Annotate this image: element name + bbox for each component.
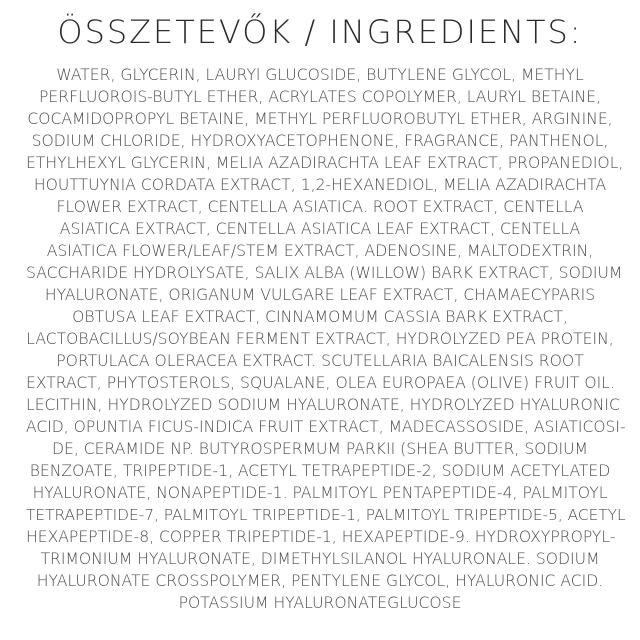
ingredient-line: PERFLUOROIS-BUTYL ETHER, ACRYLATES COPOLYMER, LAURYL BETAINE, (38, 88, 602, 106)
ingredient-line: PORTULACA OLERACEA EXTRACT. SCUTELLARIA BAICALENSIS ROOT (56, 352, 584, 370)
ingredient-line: DE, CERAMIDE NP. BUTYROSPERMUM PARKII (SHEA BUTTER, SODIUM (52, 440, 588, 458)
ingredient-line: HEXAPEPTIDE-8, COPPER TRIPEPTIDE-1, HEXAPEPTIDE-9. HYDROXYPROPYL- (26, 528, 616, 546)
ingredient-line: BENZOATE, TRIPEPTIDE-1, ACETYL TETRAPEPTIDE-2, SODIUM ACETYLATED (29, 462, 611, 480)
ingredient-line: HOUTTUYNIA CORDATA EXTRACT, 1,2-HEXANEDIOL, MELIA AZADIRACHTA (33, 176, 607, 194)
ingredient-line: HYALURONATE CROSSPOLYMER, PENTYLENE GLYCOL, HYALURONIC ACID. (36, 572, 604, 590)
ingredient-line: TETRAPEPTIDE-7, PALMITOYL TRIPEPTIDE-1, PALMITOYL TRIPEPTIDE-5, ACETYL (26, 506, 626, 524)
ingredient-line: EXTRACT, PHYTOSTEROLS, SQUALANE, OLEA EUROPAEA (OLIVE) FRUIT OIL. (26, 374, 615, 392)
ingredient-line: TRIMONIUM HYALURONATE, DIMETHYLSILANOL HYALURONALE. SODIUM (40, 550, 600, 568)
ingredient-line: OBTUSA LEAF EXTRACT, CINNAMOMUM CASSIA BARK EXTRACT, (72, 308, 568, 326)
ingredients-list (26, 64, 626, 614)
ingredient-line: LECITHIN, HYDROLYZED SODIUM HYALURONATE, HYDROLYZED HYALURONIC (26, 396, 620, 414)
ingredient-line: ASIATICA FLOWER/LEAF/STEM EXTRACT, ADENOSINE, MALTODEXTRIN, (46, 242, 594, 260)
ingredient-line: FLOWER EXTRACT, CENTELLA ASIATICA. ROOT EXTRACT, CENTELLA (56, 198, 584, 216)
ingredient-line: HYALURONATE, ORIGANUM VULGARE LEAF EXTRACT, CHAMAECYPARIS (44, 286, 596, 304)
ingredient-line: HYALURONATE, NONAPEPTIDE-1. PALMITOYL PENTAPEPTIDE-4, PALMITOYL (32, 484, 608, 502)
page-title: ÖSSZETEVŐK / INGREDIENTS: (57, 13, 583, 51)
ingredient-line: LACTOBACILLUS/SOYBEAN FERMENT EXTRACT, HYDROLYZED PEA PROTEIN, (26, 330, 614, 348)
ingredient-line: SACCHARIDE HYDROLYSATE, SALIX ALBA (WILLOW) BARK EXTRACT, SODIUM (26, 264, 623, 282)
ingredient-line: POTASSIUM HYALURONATEGLUCOSE (178, 594, 462, 612)
ingredient-line: SODIUM CHLORIDE, HYDROXYACETOPHENONE, FRAGRANCE, PANTHENOL, (31, 132, 609, 150)
ingredient-line: ETHYLHEXYL GLYCERIN, MELIA AZADIRACHTA LEAF EXTRACT, PROPANEDIOL, (26, 154, 624, 172)
ingredient-line: WATER, GLYCERIN, LAURYl GLUCOSIDE, BUTYLENE GLYCOL, METHYL (56, 66, 584, 84)
ingredient-line: ACID, OPUNTIA FICUS-INDICA FRUIT EXTRACT, MADECASSOSIDE, ASIATICOSI- (26, 418, 626, 436)
ingredient-line: COCAMIDOPROPYL BETAINE, METHYL PERFLUOROBUTYL ETHER, ARGININE, (27, 110, 613, 128)
ingredient-line: ASIATICA EXTRACT, CENTELLA ASIATICA LEAF EXTRACT, CENTELLA (59, 220, 581, 238)
